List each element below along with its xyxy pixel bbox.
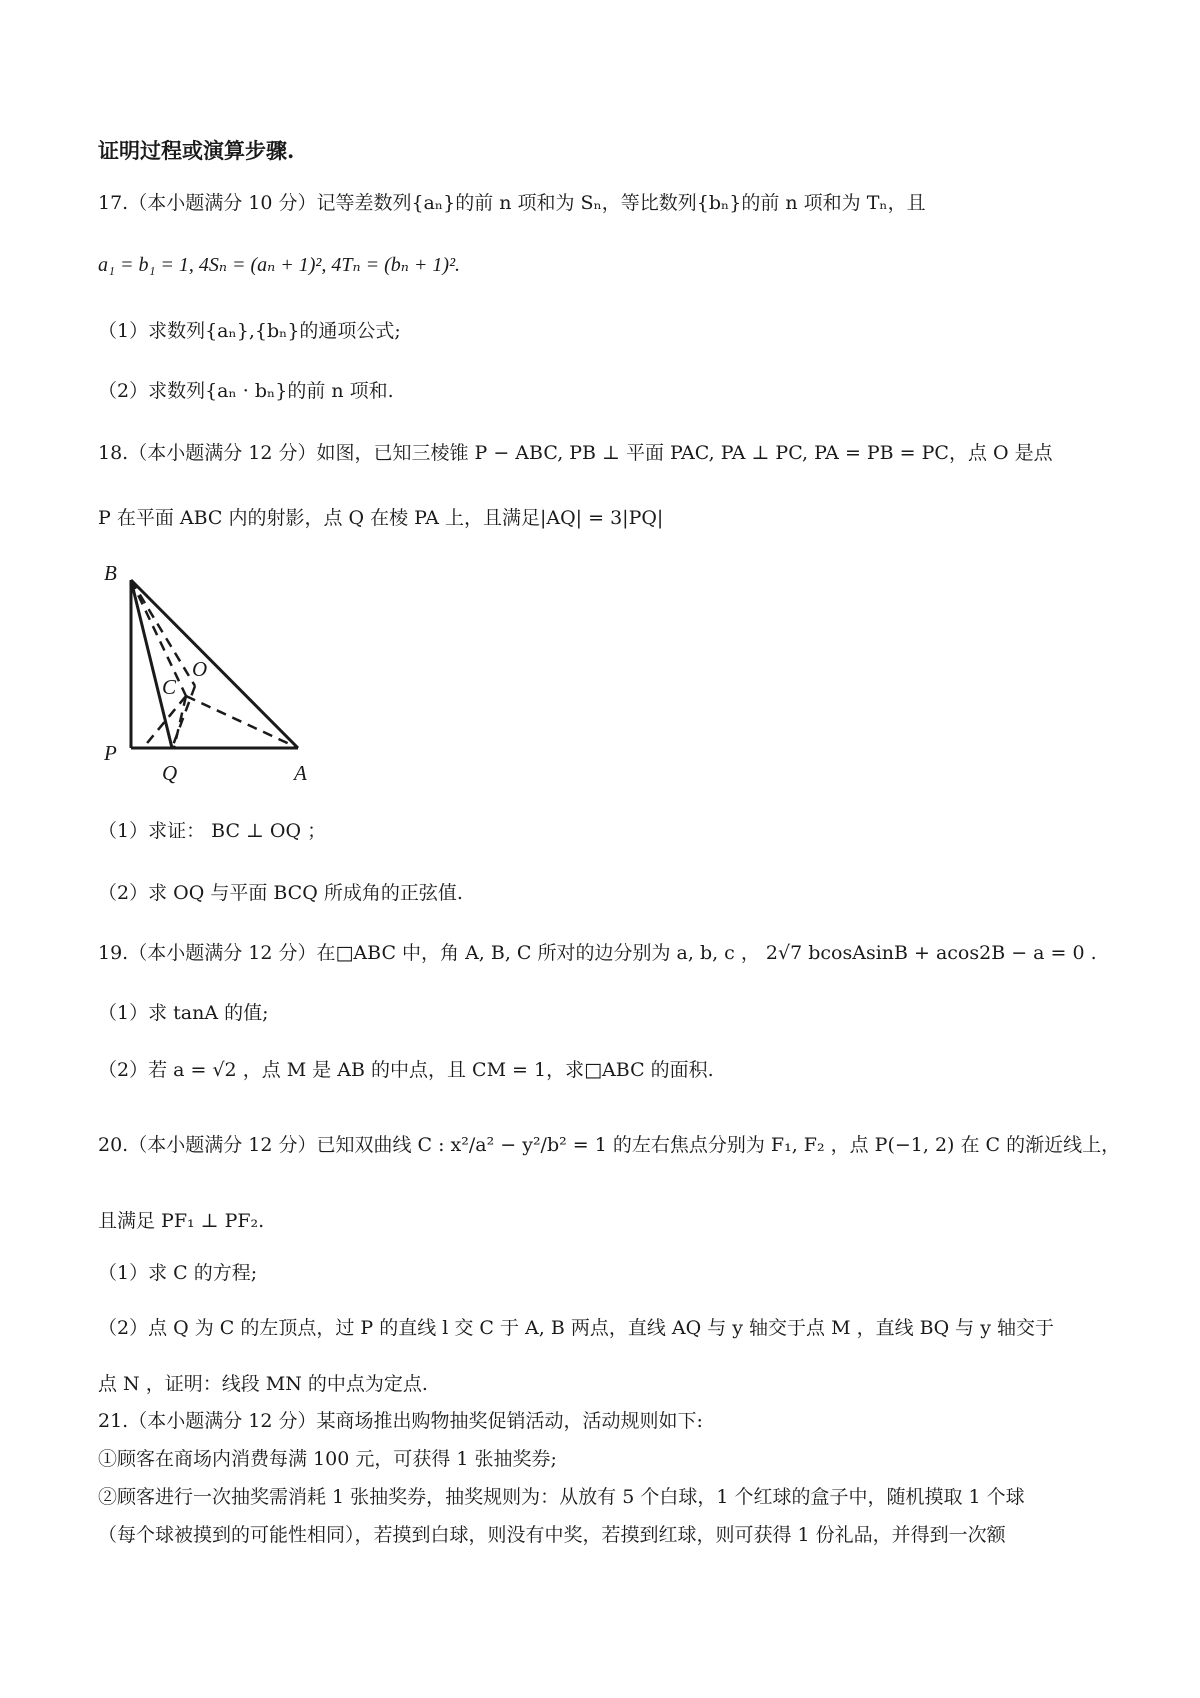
pyramid-figure (98, 558, 328, 790)
q18-stem-2: P 在平面 ABC 内的射影，点 Q 在棱 PA 上，且满足|AQ| = 3|PQ| (98, 507, 664, 529)
q20-part1: （1）求 C 的方程; (98, 1262, 258, 1284)
q17-stem: 17.（本小题满分 10 分）记等差数列{aₙ}的前 n 项和为 Sₙ，等比数列{bₙ}的前 n 项和为 Tₙ，且 (98, 192, 926, 214)
q19-part2: （2）若 a = √2 ，点 M 是 AB 的中点，且 CM = 1，求□ABC 的面积. (98, 1059, 714, 1081)
q18-part2: （2）求 OQ 与平面 BCQ 所成角的正弦值. (98, 882, 463, 904)
q21-rule2: ②顾客进行一次抽奖需消耗 1 张抽奖券，抽奖规则为：从放有 5 个白球，1 个红球的盒子中，随机摸取 1 个球 (98, 1486, 1025, 1508)
q18-stem: 18.（本小题满分 12 分）如图，已知三棱锥 P − ABC, PB ⊥ 平面 PAC, PA ⊥ PC, PA = PB = PC，点 O 是点 (98, 442, 1053, 464)
q17-condition: a₁ = b₁ = 1, 4Sₙ = (aₙ + 1)², 4Tₙ = (bₙ + 1)². (98, 254, 461, 276)
q17-part2: （2）求数列{aₙ · bₙ}的前 n 项和. (98, 380, 394, 402)
q20-part2: （2）点 Q 为 C 的左顶点，过 P 的直线 l 交 C 于 A, B 两点，直线 AQ 与 y 轴交于点 M ，直线 BQ 与 y 轴交于 (98, 1317, 1054, 1339)
q21-stem: 21.（本小题满分 12 分）某商场推出购物抽奖促销活动，活动规则如下: (98, 1410, 703, 1432)
q20-stem: 20.（本小题满分 12 分）已知双曲线 C : x²/a² − y²/b² = 1 的左右焦点分别为 F₁, F₂ ，点 P(−1, 2) 在 C 的渐近线上， (98, 1134, 1121, 1156)
q20-part2-cont: 点 N ，证明：线段 MN 的中点为定点. (98, 1373, 428, 1395)
q18-part1: （1）求证： BC ⊥ OQ ； (98, 820, 327, 842)
label-B: B (104, 561, 117, 585)
q21-rule1: ①顾客在商场内消费每满 100 元，可获得 1 张抽奖券; (98, 1448, 557, 1470)
q17-part1: （1）求数列{aₙ},{bₙ}的通项公式; (98, 320, 401, 342)
q21-rule2-cont: （每个球被摸到的可能性相同），若摸到白球，则没有中奖，若摸到红球，则可获得 1 份礼品，并得到一次额 (98, 1524, 1006, 1546)
q19-part1: （1）求 tanA 的值; (98, 1002, 269, 1024)
label-O: O (192, 657, 208, 681)
section-header: 证明过程或演算步骤. (98, 138, 295, 163)
label-Q: Q (162, 761, 178, 785)
q19-stem: 19.（本小题满分 12 分）在□ABC 中，角 A, B, C 所对的边分别为 a, b, c ， 2√7 bcosAsinB + acos2B − a = 0 . (98, 942, 1097, 964)
q20-stem-2: 且满足 PF₁ ⊥ PF₂. (98, 1210, 265, 1232)
label-C: C (162, 675, 177, 699)
label-P: P (104, 741, 117, 765)
label-A: A (294, 761, 307, 785)
